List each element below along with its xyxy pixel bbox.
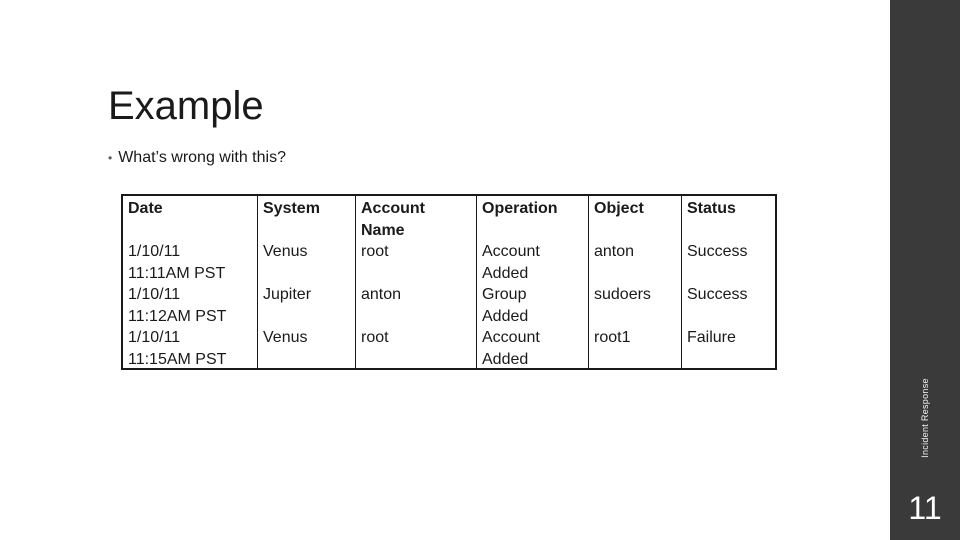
side-bar — [890, 0, 960, 540]
column-status — [682, 196, 775, 368]
cell-account-row1: root — [361, 243, 389, 260]
cell-date-row1: 1/10/11 11:11AM PST — [128, 243, 226, 282]
cell-status-row1: Success — [687, 243, 748, 260]
bullet-text: What’s wrong with this? — [118, 149, 286, 167]
header-date: Date — [128, 200, 163, 217]
header-operation: Operation — [482, 200, 558, 217]
header-status: Status — [687, 200, 736, 217]
header-object: Object — [594, 200, 644, 217]
cell-system-row1: Venus — [263, 243, 308, 260]
bullet-icon: • — [108, 151, 113, 165]
cell-operation-row2: Group Added — [482, 286, 529, 325]
header-system: System — [263, 200, 320, 217]
cell-status-row3: Failure — [687, 329, 736, 346]
cell-system-row3: Venus — [263, 329, 308, 346]
log-table — [121, 194, 777, 370]
cell-operation-row3: Account Added — [482, 329, 540, 368]
cell-date-row2: 1/10/11 11:12AM PST — [128, 286, 227, 325]
column-date — [123, 196, 258, 368]
cell-date-row3: 1/10/11 11:15AM PST — [128, 329, 227, 368]
column-system — [258, 196, 356, 368]
bullet-item — [108, 148, 286, 168]
page-number: 11 — [908, 490, 942, 526]
column-operation — [477, 196, 589, 368]
side-label: Incident Response — [920, 378, 930, 458]
cell-operation-row1: Account Added — [482, 243, 540, 282]
cell-account-row2: anton — [361, 286, 402, 303]
cell-object-row2: sudoers — [594, 286, 651, 303]
cell-system-row2: Jupiter — [263, 286, 312, 303]
column-object — [589, 196, 682, 368]
cell-object-row1: anton — [594, 243, 635, 260]
cell-object-row3: root1 — [594, 329, 631, 346]
cell-status-row2: Success — [687, 286, 748, 303]
column-account-name — [356, 196, 477, 368]
slide-title: Example — [108, 84, 264, 128]
header-account-name: Account Name — [361, 200, 425, 239]
cell-account-row3: root — [361, 329, 389, 346]
